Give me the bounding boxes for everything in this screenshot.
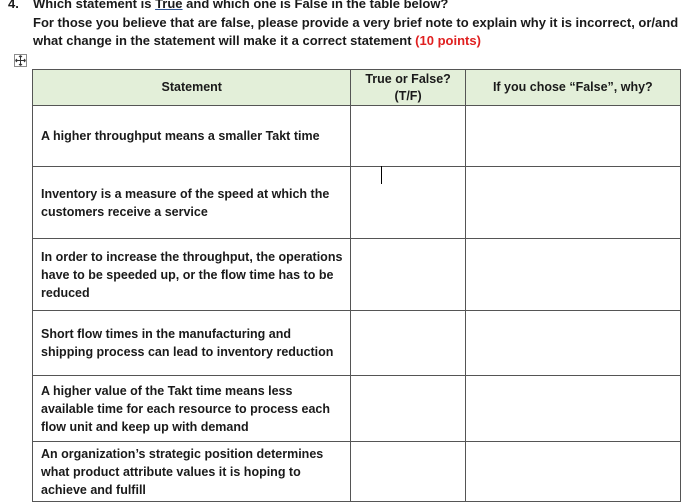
answer-cell[interactable] [351,442,465,502]
statement-cell: Short flow times in the manufacturing and shipping process can lead to inventory reduction [33,311,351,376]
statement-cell: Inventory is a measure of the speed at which the customers receive a service [33,167,351,239]
why-cell[interactable] [465,239,680,311]
answer-cell[interactable] [351,167,465,239]
answer-cell[interactable] [351,376,465,442]
header-true-false-line2: (T/F) [394,88,422,103]
table-row [33,239,681,311]
points-label: (10 points) [415,33,481,48]
table-row [33,311,681,376]
table-row [33,167,681,239]
why-cell[interactable] [465,376,680,442]
table-row [33,442,681,502]
why-cell[interactable] [465,311,680,376]
true-word: True [155,0,183,11]
header-true-false [351,70,465,106]
why-cell[interactable] [465,106,680,167]
question-text-start: Which statement is [33,0,156,11]
table-move-handle-icon[interactable] [14,54,27,67]
question-line-2 [33,14,693,50]
table-header-row [33,70,681,106]
answer-cell[interactable] [351,106,465,167]
question-instructions: For those you believe that are false, please provide a very brief note to explain why it is incorrect, or/and what change in the statement will make it a correct statement [33,15,679,48]
answer-cell[interactable] [351,239,465,311]
header-why: If you chose “False”, why? [465,70,680,106]
why-cell[interactable] [465,442,680,502]
statements-table [32,69,681,502]
header-statement: Statement [33,70,351,106]
question-text-end: and which one is False in the table below? [182,0,449,11]
table-row [33,376,681,442]
statement-cell: In order to increase the throughput, the operations have to be speeded up, or the flow time has to be reduced [33,239,351,311]
why-cell[interactable] [465,167,680,239]
header-true-false-line1: True or False? [365,71,451,86]
question-number: 4. [8,0,19,11]
table-row [33,106,681,167]
statement-cell: A higher throughput means a smaller Takt time [33,106,351,167]
statement-cell: An organization’s strategic position determines what product attribute values it is hoping to achieve and fulfill [33,442,351,502]
answer-cell[interactable] [351,311,465,376]
statement-cell: A higher value of the Takt time means less available time for each resource to process each flow unit and keep up with demand [33,376,351,442]
text-cursor [381,166,382,184]
question-line-1 [8,0,448,13]
